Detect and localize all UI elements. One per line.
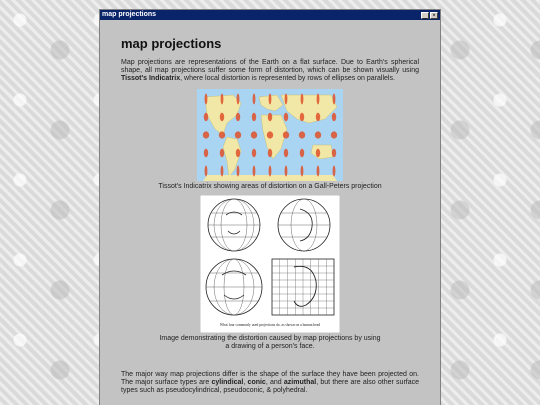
- head-figure-inner-caption: What four commonly used projections do, as shown on a human head: [219, 323, 321, 327]
- tissot-map-image: [197, 89, 343, 181]
- tissot-ellipse: [221, 94, 224, 105]
- tissot-ellipse: [253, 94, 256, 105]
- tissot-ellipse: [284, 113, 288, 121]
- tissot-ellipse: [236, 113, 240, 121]
- tissot-ellipse: [300, 113, 304, 121]
- tissot-ellipse: [269, 166, 272, 177]
- tissot-ellipse: [237, 166, 240, 177]
- tissot-ellipse: [317, 166, 320, 177]
- tissot-ellipse: [220, 149, 224, 157]
- tissot-ellipse: [316, 149, 320, 157]
- term-cylindrical: cylindical: [211, 379, 244, 386]
- tissot-ellipse: [221, 166, 224, 177]
- tissot-ellipse: [301, 166, 304, 177]
- tissot-ellipse: [235, 131, 241, 138]
- tissot-ellipse: [331, 131, 337, 138]
- tissot-term: Tissot's Indicatrix: [121, 75, 181, 82]
- close-icon[interactable]: ×: [430, 12, 438, 19]
- head-projection-figure: [121, 195, 419, 351]
- tissot-ellipse: [251, 131, 257, 138]
- tissot-ellipse: [252, 149, 256, 157]
- tissot-ellipse: [268, 149, 272, 157]
- browser-window: [100, 10, 440, 405]
- tissot-ellipse: [205, 166, 208, 177]
- tissot-ellipse: [219, 131, 225, 138]
- term-azimuthal: azimuthal: [283, 379, 317, 386]
- head-caption: Image demonstrating the distortion caused by map projections by using a drawing of a person's face.: [159, 335, 381, 350]
- tissot-ellipse: [332, 149, 336, 157]
- tissot-ellipse: [285, 94, 288, 105]
- tissot-ellipse: [315, 131, 321, 138]
- head-projection-image: [200, 195, 340, 333]
- page-content: [100, 20, 440, 395]
- tissot-ellipse: [333, 94, 336, 105]
- tissot-ellipse: [205, 94, 208, 105]
- tissot-ellipse: [204, 149, 208, 157]
- tissot-ellipse: [267, 131, 273, 138]
- globe-orthographic-right: [278, 199, 330, 251]
- tissot-ellipse: [203, 131, 209, 138]
- spacer: [121, 355, 419, 371]
- tissot-ellipse: [237, 94, 240, 105]
- term-conic: conic: [247, 379, 266, 386]
- tissot-ellipse: [236, 149, 240, 157]
- tissot-ellipse: [299, 131, 305, 138]
- tissot-ellipse: [316, 113, 320, 121]
- tissot-ellipse: [268, 113, 272, 121]
- minimize-icon[interactable]: _: [421, 12, 429, 19]
- tissot-ellipse: [332, 113, 336, 121]
- window-controls: [421, 12, 438, 19]
- intro-paragraph: Map projections are representations of the Earth on a flat surface. Due to Earth's spherical shape, all map projections suffer some form of distortion, which can be shown visually using Tissot's Indicatrix, where local distortion is represented by rows of ellipses on parallels.: [121, 59, 419, 82]
- globe-orthographic-left: [208, 199, 260, 251]
- tissot-ellipse: [300, 149, 304, 157]
- globe-stereographic: [206, 259, 262, 315]
- tissot-ellipse: [285, 166, 288, 177]
- tissot-ellipse: [252, 113, 256, 121]
- mercator-grid: [272, 259, 334, 315]
- tissot-caption: Tissot's Indicatrix showing areas of distortion on a Gall-Peters projection: [158, 183, 382, 190]
- tissot-ellipse: [269, 94, 272, 105]
- page-title: map projections: [121, 36, 222, 51]
- tissot-ellipse: [220, 113, 224, 121]
- surface-types-paragraph: The major way map projections differ is the shape of the surface they have been projected on. The major surface types are cylindical, conic, and azimuthal, but there are also other surface types such as pseudocylindrical, pseudoconic, & polyhedral.: [121, 371, 420, 394]
- tissot-ellipse: [283, 131, 289, 138]
- tissot-ellipse: [253, 166, 256, 177]
- window-title: map projections: [102, 11, 157, 18]
- tissot-ellipse: [317, 94, 320, 105]
- tissot-ellipse: [204, 113, 208, 121]
- title-bar[interactable]: [100, 10, 440, 20]
- tissot-ellipse: [284, 149, 288, 157]
- tissot-ellipse: [301, 94, 304, 105]
- tissot-figure: [121, 89, 419, 191]
- tissot-ellipse: [333, 166, 336, 177]
